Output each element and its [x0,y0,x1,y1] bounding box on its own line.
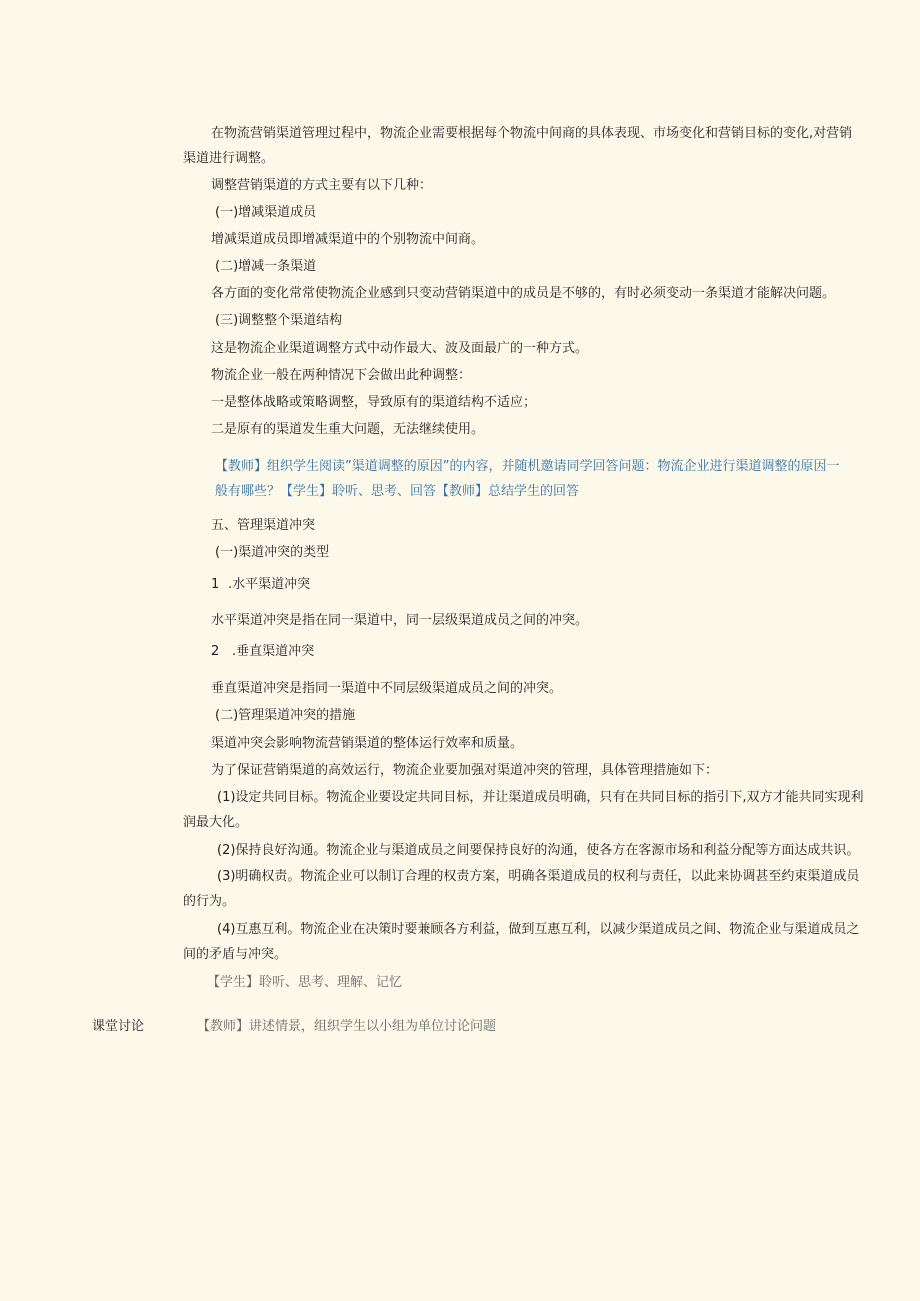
teacher-activity: 【教师】讲述情景，组织学生以小组为单位讨论问题 [197,1019,497,1034]
teacher-activity-line: 般有哪些？【学生】聆听、思考、回答【教师】总结学生的回答 [215,484,580,499]
measure-line: 润最大化。 [183,815,249,830]
paragraph: 渠道冲突会影响物流营销渠道的整体运行效率和质量。 [211,736,524,751]
list-number: 1 [211,577,220,592]
subheading: (一)增减渠道成员 [215,205,317,220]
measure-line: (3)明确权责。物流企业可以制订合理的权责方案，明确各渠道成员的权利与责任，以此来协调甚至约束渠道成员 [217,869,860,884]
paragraph: 这是物流企业渠道调整方式中动作最大、波及面最广的一种方式。 [211,341,589,356]
paragraph: 为了保证营销渠道的高效运行，物流企业要加强对渠道冲突的管理，具体管理措施如下： [211,763,719,778]
subheading: (一)渠道冲突的类型 [215,545,330,560]
paragraph-line: 渠道进行调整。 [183,151,275,166]
paragraph: 调整营销渠道的方式主要有以下几种： [211,178,433,193]
measure-line: (2)保持良好沟通。物流企业与渠道成员之间要保持良好的沟通，使各方在客源市场和利益分配等方面达成共识。 [217,843,860,858]
paragraph: 水平渠道冲突是指在同一渠道中，同一层级渠道成员之间的冲突。 [211,613,589,628]
section-heading: 五、管理渠道冲突 [211,518,316,533]
subheading: (三)调整整个渠道结构 [215,313,343,328]
measure-line: 的行为。 [183,894,236,909]
teacher-activity-line: 【教师】组织学生阅读”渠道调整的原因”的内容，并随机邀请同学回答问题：物流企业进行渠道调整的原因一 [215,459,840,474]
paragraph: 各方面的变化常常使物流企业感到只变动营销渠道中的成员是不够的，有时必须变动一条渠道才能解决问题。 [211,286,836,301]
measure-line: 间的矛盾与冲突。 [183,947,288,962]
subheading: (二)增减一条渠道 [215,259,317,274]
section-label: 课堂讨论 [92,1019,145,1034]
paragraph: 物流企业一般在两种情况下会做出此种调整： [211,368,472,383]
student-activity: 【学生】聆听、思考、理解、记忆 [207,975,403,990]
list-number: 2 [211,644,220,659]
paragraph: 二是原有的渠道发生重大问题，无法继续使用。 [211,422,485,437]
subheading: .水平渠道冲突 [228,577,311,592]
subheading: .垂直渠道冲突 [232,644,315,659]
paragraph: 增减渠道成员即增减渠道中的个别物流中间商。 [211,232,485,247]
measure-line: (1)设定共同目标。物流企业要设定共同目标，并让渠道成员明确，只有在共同目标的指引下,双方才能共同实现利 [217,790,864,805]
subheading: (二)管理渠道冲突的措施 [215,708,356,723]
paragraph: 垂直渠道冲突是指同一渠道中不同层级渠道成员之间的冲突。 [211,681,563,696]
measure-line: (4)互惠互利。物流企业在决策时要兼顾各方利益，做到互惠互利，以减少渠道成员之间、物流企业与渠道成员之 [217,922,860,937]
paragraph: 一是整体战略或策略调整，导致原有的渠道结构不适应； [211,395,537,410]
paragraph-line: 在物流营销渠道管理过程中，物流企业需要根据每个物流中间商的具体表现、市场变化和营销目标的变化,对营销 [211,126,853,141]
